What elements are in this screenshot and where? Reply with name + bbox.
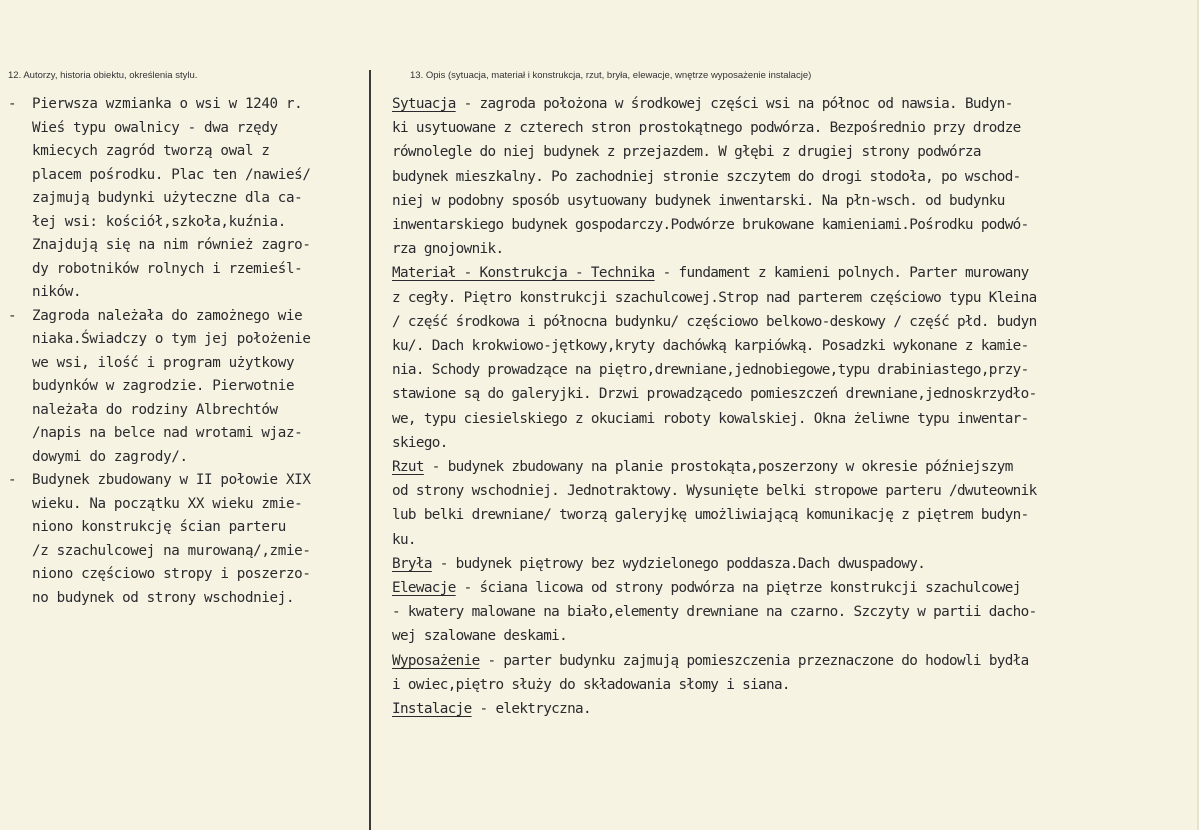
section-block	[392, 576, 1196, 649]
section-line: równolegle do niej budynek z przejazdem. W głębi z drugiej strony podwórza	[392, 144, 981, 161]
history-line: łej wsi: kościół,szkoła,kuźnia.	[32, 213, 286, 230]
history-line: ników.	[32, 284, 82, 300]
section-text: - budynek piętrowy bez wydzielonego poddasza.Dach dwuspadowy.	[431, 555, 926, 572]
section-text: - parter budynku zajmują pomieszczenia przeznaczone do hodowli bydła	[479, 652, 1029, 669]
section-block	[392, 455, 1196, 552]
right-column-header: 13. Opis (sytuacja, materiał i konstrukcja, rzut, bryła, elewacje, wnętrze wyposażenie instalacje)	[410, 70, 812, 81]
history-line: niono konstrukcję ścian parteru	[32, 519, 286, 535]
section-line: ku.	[392, 531, 416, 548]
history-line: /z szachulcowej na murowaną/,zmie-	[32, 542, 311, 559]
history-item	[8, 93, 370, 305]
description-column	[392, 92, 1196, 721]
history-line: budynków w zagrodzie. Pierwotnie	[32, 378, 295, 394]
section-text: - budynek zbudowany na planie prostokąta,poszerzony w okresie późniejszym	[423, 459, 1013, 476]
history-item	[8, 469, 370, 610]
history-line: Wieś typu owalnicy - dwa rzędy	[32, 119, 278, 136]
section-heading: Rzut	[392, 459, 424, 476]
section-text: - ściana licowa od strony podwórza na piętrze konstrukcji szachulcowej	[455, 580, 1021, 597]
section-heading: Sytuacja	[392, 96, 456, 112]
left-column-header: 12. Autorzy, historia obiektu, określenia stylu.	[8, 70, 198, 81]
section-line: inwentarskiego budynek gospodarczy.Podwórze brukowane kamieniami.Pośrodku podwó-	[392, 217, 1029, 234]
section-first-line	[392, 92, 1196, 116]
section-text: - elektryczna.	[471, 701, 591, 718]
section-first-line	[392, 552, 1196, 576]
section-first-line	[392, 576, 1196, 600]
section-line: ku/. Dach krokwiowo-jętkowy,kryty dachówką karpiówką. Posadzki wykonane z kamie-	[392, 338, 1029, 355]
history-line: Zagroda należała do zamożnego wie	[32, 307, 303, 324]
section-line: z cegły. Piętro konstrukcji szachulcowej.Strop nad parterem częściowo typu Kleina	[392, 289, 1037, 306]
section-block	[392, 92, 1196, 261]
section-heading: Elewacje	[392, 580, 456, 597]
section-first-line	[392, 649, 1196, 673]
history-line: dowymi do zagrody/.	[32, 448, 188, 465]
history-line: niaka.Świadczy o tym jej położenie	[32, 331, 311, 347]
section-line: budynek mieszkalny. Po zachodniej stronie szczytem do drogi stodoła, po wschod-	[392, 168, 1021, 185]
section-line: wej szalowane deskami.	[392, 628, 568, 645]
section-text: - fundament z kamieni polnych. Parter murowany	[654, 265, 1029, 282]
history-line: wieku. Na początku XX wieku zmie-	[32, 495, 303, 512]
section-line: we, typu ciesielskiego z okuciami roboty kowalskiej. Okna żeliwne typu inwentar-	[392, 410, 1029, 427]
section-line: nia. Schody prowadzące na piętro,drewniane,jednobiegowe,typu drabiniastego,przy-	[392, 362, 1029, 379]
section-heading: Instalacje	[392, 701, 472, 718]
section-line: / część środkowa i północna budynku/ częściowo belkowo-deskowy / część płd. budyn	[392, 313, 1037, 330]
history-line: placem pośrodku. Plac ten /nawieś/	[32, 166, 311, 183]
section-heading: Wyposażenie	[392, 652, 480, 669]
section-line: i owiec,piętro służy do składowania słomy i siana.	[392, 676, 790, 693]
section-block	[392, 697, 1196, 721]
bullet-dash: -	[8, 307, 17, 324]
history-line: Pierwsza wzmianka o wsi w 1240 r.	[32, 96, 303, 112]
section-heading: Materiał - Konstrukcja - Technika	[392, 265, 655, 282]
history-line: we wsi, ilość i program użytkowy	[32, 354, 295, 371]
history-line: zajmują budynki użyteczne dla ca-	[32, 190, 303, 206]
section-first-line	[392, 455, 1196, 479]
section-heading: Bryła	[392, 555, 432, 572]
section-line: niej w podobny sposób usytuowany budynek inwentarski. Na płn-wsch. od budynku	[392, 192, 1005, 209]
history-item	[8, 305, 370, 470]
section-line: skiego.	[392, 434, 448, 451]
section-line: ki usytuowane z czterech stron prostokątnego podwórza. Bezpośrednio przy drodze	[392, 120, 1021, 137]
history-line: Znajdują się na nim również zagro-	[32, 237, 311, 253]
history-line: niono częściowo stropy i poszerzo-	[32, 566, 311, 582]
section-line: lub belki drewniane/ tworzą galeryjkę umożliwiającą komunikację z piętrem budyn-	[392, 507, 1029, 524]
history-line: należała do rodziny Albrechtów	[32, 401, 278, 418]
history-column	[8, 93, 370, 610]
bullet-dash: -	[8, 472, 17, 488]
history-line: kmiecych zagród tworzą owal z	[32, 143, 270, 159]
history-line: no budynek od strony wschodniej.	[32, 589, 295, 606]
history-line: Budynek zbudowany w II połowie XIX	[32, 472, 311, 488]
history-line: /napis na belce nad wrotami wjaz-	[32, 425, 303, 441]
section-block	[392, 261, 1196, 455]
section-block	[392, 649, 1196, 697]
section-first-line	[392, 261, 1196, 285]
section-first-line	[392, 697, 1196, 721]
section-line: stawione są do galeryjki. Drzwi prowadzącedo pomieszczeń drewniane,jednoskrzydło-	[392, 386, 1037, 403]
section-text: - zagroda położona w środkowej części wsi na północ od nawsia. Budyn-	[455, 96, 1013, 112]
section-line: - kwatery malowane na biało,elementy drewniane na czarno. Szczyty w partii dacho-	[392, 604, 1037, 621]
section-line: rza gnojownik.	[392, 241, 504, 258]
bullet-dash: -	[8, 96, 17, 112]
section-block	[392, 552, 1196, 576]
section-line: od strony wschodniej. Jednotraktowy. Wysunięte belki stropowe parteru /dwuteownik	[392, 483, 1037, 500]
history-line: dy robotników rolnych i rzemieśl-	[32, 260, 303, 277]
